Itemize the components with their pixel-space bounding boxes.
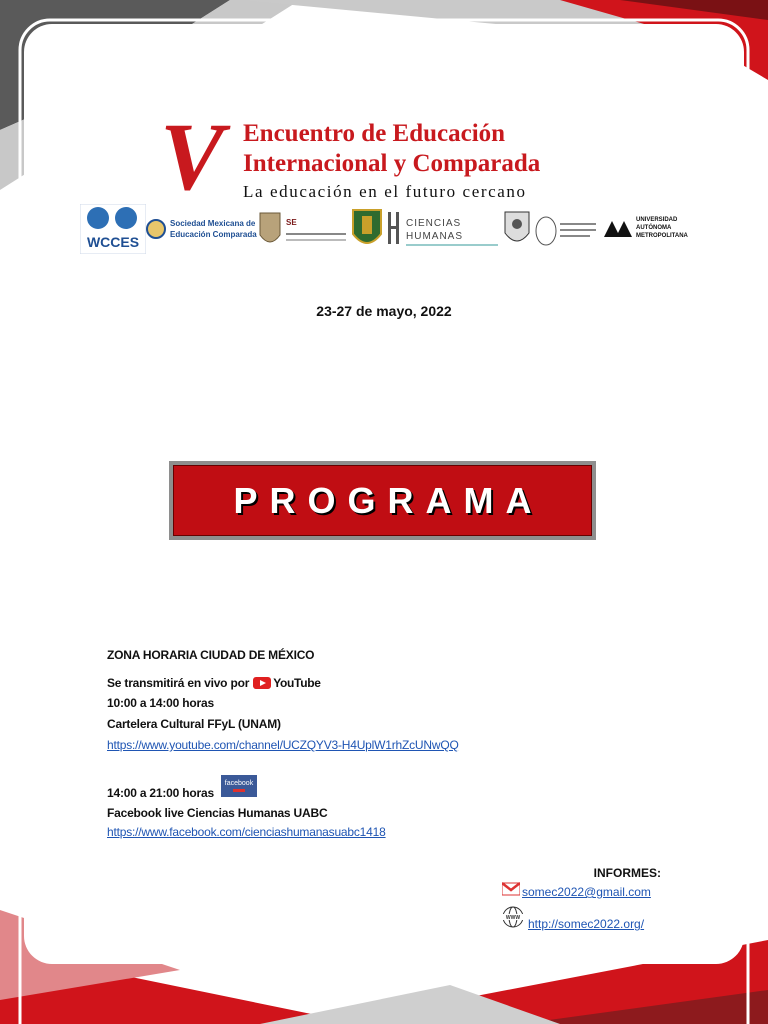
youtube-play-icon [253,676,271,690]
slot1-time: 10:00 a 14:00 horas [107,696,214,710]
www-label: WWW [505,915,521,921]
informes-heading: INFORMES: [593,866,661,880]
svg-text:SE: SE [286,218,297,227]
stream-intro-row [107,676,321,690]
facebook-wordmark: facebook [224,780,254,787]
title-line-2: Internacional y Comparada [243,150,541,177]
baja-california-crest [258,203,282,255]
se-logo [284,203,350,255]
event-subtitle: La educación en el futuro cercano [243,182,527,201]
facebook-badge [221,775,257,797]
svg-text:Educación Comparada: Educación Comparada [170,230,257,239]
gmail-icon [502,882,520,901]
event-date: 23-27 de mayo, 2022 [316,303,452,319]
svg-text:UNIVERSIDAD: UNIVERSIDAD [636,217,678,223]
svg-text:HUMANAS: HUMANAS [406,231,464,242]
smec-logo [146,203,258,255]
svg-text:Sociedad Mexicana de: Sociedad Mexicana de [170,219,256,228]
youtube-channel-link[interactable]: https://www.youtube.com/channel/UCZQYV3-H4UplW1rhZcUNwQQ [107,738,459,752]
programa-banner-inner [173,465,592,536]
ffyl-logo [532,203,600,255]
website-link[interactable]: http://somec2022.org/ [528,917,645,931]
title-line-1: Encuentro de Educación [243,120,506,147]
svg-text:CIENCIAS: CIENCIAS [406,218,462,229]
roman-numeral-v: V [160,103,225,210]
slot1-channel: Cartelera Cultural FFyL (UNAM) [107,717,281,731]
sponsor-logos [80,203,692,255]
slot2-time: 14:00 a 21:00 horas [107,786,214,800]
email-link[interactable]: somec2022@gmail.com [522,885,651,899]
uam-logo [602,203,692,255]
timezone-note: ZONA HORARIA CIUDAD DE MÉXICO [107,648,315,662]
facebook-live-marker [233,789,245,792]
event-title-block [160,103,620,210]
facebook-page-link[interactable]: https://www.facebook.com/cienciashumanasuabc1418 [107,825,386,839]
programa-heading: PROGRAMA [233,479,544,521]
unam-shield [502,203,532,255]
programa-banner [169,461,596,540]
uabc-shield [350,203,384,255]
globe-icon [502,904,524,935]
wcces-logo [80,203,146,255]
svg-text:AUTÓNOMA: AUTÓNOMA [636,225,672,231]
youtube-wordmark: YouTube [273,676,321,690]
youtube-logo [253,676,320,690]
wcces-text: WCCES [86,234,140,250]
ciencias-humanas-logo [386,203,502,255]
stream-intro-text: Se transmitirá en vivo por [107,676,250,690]
svg-text:METROPOLITANA: METROPOLITANA [636,233,688,239]
slot2-channel: Facebook live Ciencias Humanas UABC [107,806,328,820]
